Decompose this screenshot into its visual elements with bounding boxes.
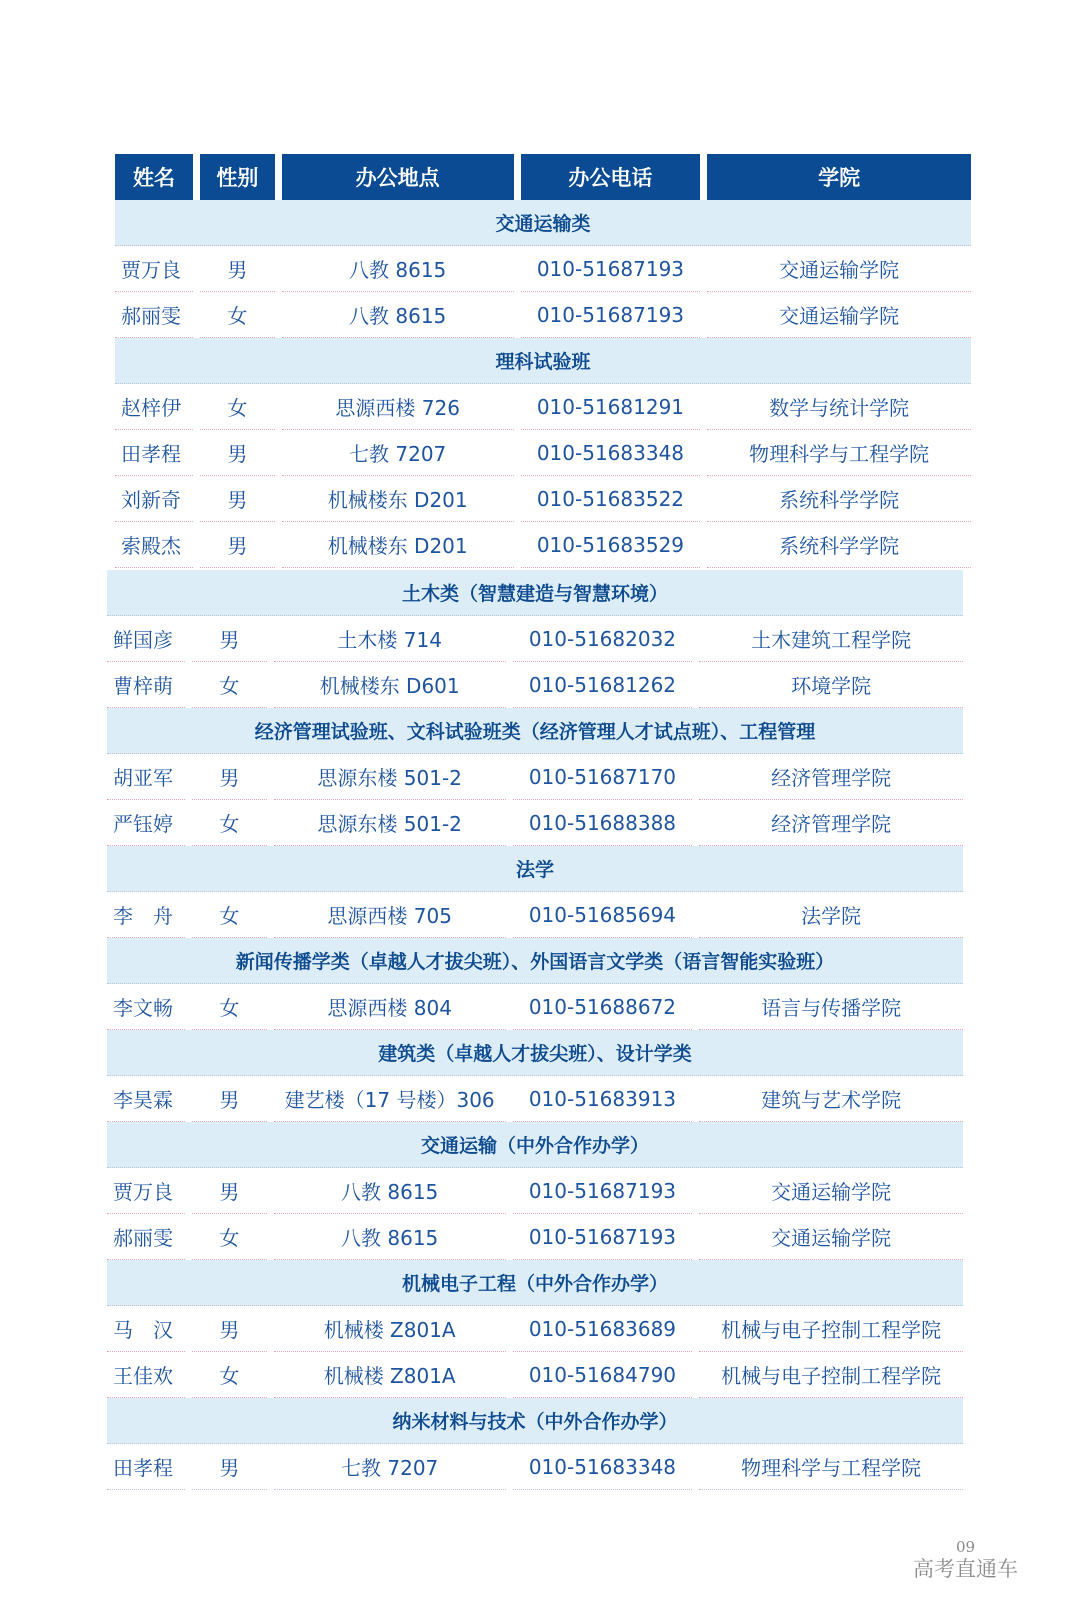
table-row xyxy=(115,292,971,338)
cell-college: 环境学院 xyxy=(699,662,963,708)
cell-phone: 010-51683689 xyxy=(513,1306,693,1352)
cell-name: 贾万良 xyxy=(115,246,193,292)
section-header xyxy=(107,1260,963,1306)
table-row xyxy=(107,1352,963,1398)
cell-phone: 010-51687193 xyxy=(521,246,701,292)
cell-gender: 女 xyxy=(192,984,267,1030)
header-office: 办公地点 xyxy=(282,154,514,200)
cell-college: 交通运输学院 xyxy=(707,246,971,292)
cell-phone: 010-51681291 xyxy=(521,384,701,430)
cell-college: 系统科学学院 xyxy=(707,476,971,522)
cell-office: 八教 8615 xyxy=(274,1214,506,1260)
table-header xyxy=(115,154,971,200)
cell-name: 王佳欢 xyxy=(107,1352,185,1398)
cell-name: 郝丽雯 xyxy=(107,1214,185,1260)
section-title: 交通运输（中外合作办学） xyxy=(420,1135,649,1157)
cell-phone: 010-51682032 xyxy=(513,616,693,662)
cell-gender: 男 xyxy=(192,1444,267,1490)
section-title: 新闻传播学类（卓越人才拔尖班）、外国语言文学类（语言智能实验班） xyxy=(235,951,835,973)
cell-phone: 010-51683348 xyxy=(521,430,701,476)
section-title: 机械电子工程（中外合作办学） xyxy=(401,1273,668,1295)
cell-gender: 女 xyxy=(200,292,275,338)
cell-gender: 男 xyxy=(192,754,267,800)
table-row xyxy=(107,662,963,708)
cell-office: 七教 7207 xyxy=(282,430,514,476)
cell-college: 系统科学学院 xyxy=(707,522,971,568)
cell-gender: 女 xyxy=(192,1214,267,1260)
cell-gender: 男 xyxy=(200,476,275,522)
cell-name: 胡亚军 xyxy=(107,754,185,800)
cell-name: 曹梓萌 xyxy=(107,662,185,708)
cell-office: 八教 8615 xyxy=(282,292,514,338)
cell-college: 机械与电子控制工程学院 xyxy=(699,1306,963,1352)
cell-name: 严钰婷 xyxy=(107,800,185,846)
table-row xyxy=(115,384,971,430)
cell-college: 数学与统计学院 xyxy=(707,384,971,430)
cell-office: 七教 7207 xyxy=(274,1444,506,1490)
cell-phone: 010-51683348 xyxy=(513,1444,693,1490)
section-header xyxy=(107,708,963,754)
page-number: 09 xyxy=(955,1538,976,1556)
cell-name: 贾万良 xyxy=(107,1168,185,1214)
table-row xyxy=(107,800,963,846)
cell-phone: 010-51687193 xyxy=(513,1168,693,1214)
cell-name: 索殿杰 xyxy=(115,522,193,568)
section-title: 交通运输类 xyxy=(495,213,591,235)
cell-name: 刘新奇 xyxy=(115,476,193,522)
cell-phone: 010-51683529 xyxy=(521,522,701,568)
section-title: 经济管理试验班、文科试验班类（经济管理人才试点班）、工程管理 xyxy=(254,721,816,743)
cell-phone: 010-51687170 xyxy=(513,754,693,800)
contact-table-upper xyxy=(115,154,971,568)
cell-gender: 男 xyxy=(192,1076,267,1122)
cell-office: 思源西楼 705 xyxy=(274,892,506,938)
cell-college: 物理科学与工程学院 xyxy=(699,1444,963,1490)
header-name: 姓名 xyxy=(115,154,193,200)
cell-college: 经济管理学院 xyxy=(699,800,963,846)
cell-gender: 女 xyxy=(192,892,267,938)
table-row xyxy=(115,522,971,568)
cell-name: 田孝程 xyxy=(115,430,193,476)
section-title: 土木类（智慧建造与智慧环境） xyxy=(401,583,668,605)
table-row xyxy=(115,430,971,476)
section-title: 理科试验班 xyxy=(495,351,591,373)
cell-college: 经济管理学院 xyxy=(699,754,963,800)
cell-office: 机械楼东 D201 xyxy=(282,522,514,568)
cell-name: 李 舟 xyxy=(107,892,185,938)
section-header xyxy=(107,570,963,616)
header-gender: 性别 xyxy=(200,154,275,200)
cell-gender: 男 xyxy=(192,1168,267,1214)
page-footer xyxy=(913,1538,1018,1582)
table-row xyxy=(107,1076,963,1122)
section-header xyxy=(115,200,971,246)
cell-office: 思源西楼 726 xyxy=(282,384,514,430)
section-header xyxy=(107,1398,963,1444)
section-title: 纳米材料与技术（中外合作办学） xyxy=(392,1411,678,1433)
cell-office: 思源东楼 501-2 xyxy=(274,754,506,800)
table-body-lower xyxy=(107,570,963,1490)
table-row xyxy=(107,1214,963,1260)
table-row xyxy=(107,1444,963,1490)
cell-name: 鲜国彦 xyxy=(107,616,185,662)
cell-college: 土木建筑工程学院 xyxy=(699,616,963,662)
cell-gender: 女 xyxy=(192,662,267,708)
cell-phone: 010-51687193 xyxy=(521,292,701,338)
section-header xyxy=(115,338,971,384)
cell-phone: 010-51685694 xyxy=(513,892,693,938)
cell-phone: 010-51688388 xyxy=(513,800,693,846)
header-college: 学院 xyxy=(707,154,971,200)
table-row xyxy=(107,616,963,662)
cell-college: 交通运输学院 xyxy=(699,1214,963,1260)
table-body-upper xyxy=(115,200,971,568)
cell-name: 马 汉 xyxy=(107,1306,185,1352)
cell-gender: 男 xyxy=(192,616,267,662)
cell-phone: 010-51684790 xyxy=(513,1352,693,1398)
cell-office: 土木楼 714 xyxy=(274,616,506,662)
cell-college: 建筑与艺术学院 xyxy=(699,1076,963,1122)
cell-office: 机械楼 Z801A xyxy=(274,1306,506,1352)
cell-phone: 010-51683913 xyxy=(513,1076,693,1122)
cell-gender: 男 xyxy=(200,246,275,292)
cell-office: 八教 8615 xyxy=(282,246,514,292)
cell-phone: 010-51681262 xyxy=(513,662,693,708)
cell-name: 田孝程 xyxy=(107,1444,185,1490)
cell-phone: 010-51688672 xyxy=(513,984,693,1030)
table-row xyxy=(107,984,963,1030)
cell-office: 机械楼东 D201 xyxy=(282,476,514,522)
header-phone: 办公电话 xyxy=(521,154,701,200)
section-title: 法学 xyxy=(515,859,554,881)
section-header xyxy=(107,1122,963,1168)
cell-name: 赵梓伊 xyxy=(115,384,193,430)
cell-office: 建艺楼（17 号楼）306 xyxy=(274,1076,506,1122)
brand-watermark: 高考直通车 xyxy=(913,1557,1018,1581)
table-row xyxy=(107,1306,963,1352)
cell-college: 物理科学与工程学院 xyxy=(707,430,971,476)
cell-college: 语言与传播学院 xyxy=(699,984,963,1030)
cell-name: 李文畅 xyxy=(107,984,185,1030)
cell-phone: 010-51683522 xyxy=(521,476,701,522)
cell-college: 法学院 xyxy=(699,892,963,938)
cell-college: 交通运输学院 xyxy=(699,1168,963,1214)
cell-gender: 女 xyxy=(192,800,267,846)
cell-gender: 女 xyxy=(192,1352,267,1398)
contact-table-lower xyxy=(107,570,963,1490)
cell-name: 李昊霖 xyxy=(107,1076,185,1122)
table-row xyxy=(115,246,971,292)
cell-college: 机械与电子控制工程学院 xyxy=(699,1352,963,1398)
table-row xyxy=(115,476,971,522)
section-title: 建筑类（卓越人才拔尖班）、设计学类 xyxy=(378,1043,692,1065)
cell-office: 八教 8615 xyxy=(274,1168,506,1214)
cell-office: 思源东楼 501-2 xyxy=(274,800,506,846)
section-header xyxy=(107,1030,963,1076)
cell-gender: 女 xyxy=(200,384,275,430)
section-header xyxy=(107,846,963,892)
cell-office: 机械楼东 D601 xyxy=(274,662,506,708)
cell-gender: 男 xyxy=(192,1306,267,1352)
cell-phone: 010-51687193 xyxy=(513,1214,693,1260)
cell-gender: 男 xyxy=(200,430,275,476)
table-row xyxy=(107,1168,963,1214)
cell-office: 思源西楼 804 xyxy=(274,984,506,1030)
cell-name: 郝丽雯 xyxy=(115,292,193,338)
table-row xyxy=(107,754,963,800)
cell-college: 交通运输学院 xyxy=(707,292,971,338)
cell-office: 机械楼 Z801A xyxy=(274,1352,506,1398)
cell-gender: 男 xyxy=(200,522,275,568)
table-row xyxy=(107,892,963,938)
section-header xyxy=(107,938,963,984)
